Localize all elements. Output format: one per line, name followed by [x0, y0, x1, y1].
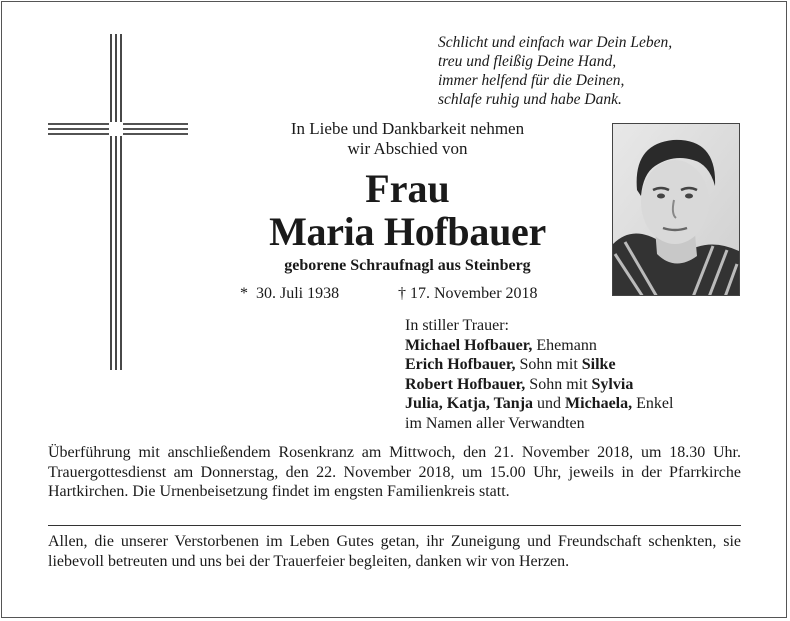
mourner-relation: Sohn mit [515, 356, 582, 373]
thanks-text: Allen, die unserer Verstorbenen im Leben Gutes getan, ihr Zuneigung und Freundschaft schenkten, sie liebevoll betreuten und uns bei der Trauerfeier begleiten, danken wir von Herzen. [48, 533, 741, 570]
life-dates [240, 284, 538, 304]
birth-date: * 30. Juli 1938 [240, 285, 340, 302]
maiden-name: geborene Schraufnagl aus Steinberg [284, 257, 531, 274]
deceased-name: Maria Hofbauer [269, 209, 546, 254]
mourner-line [405, 394, 673, 414]
divider [48, 525, 741, 526]
poem-line: immer helfend für die Deinen, [438, 72, 625, 89]
portrait-icon [613, 124, 740, 296]
mourner-line [405, 336, 673, 356]
mourner-relation: Ehemann [532, 336, 597, 354]
mourner-name: Silke [581, 356, 616, 373]
poem-line: Schlicht und einfach war Dein Leben, [438, 34, 673, 51]
mourner-relation: und [533, 395, 566, 412]
mourner-name: Julia, Katja, Tanja [405, 395, 534, 412]
poem-line: schlafe ruhig und habe Dank. [438, 91, 622, 108]
mourner-name: Michaela, [565, 395, 633, 412]
poem-line: treu und fleißig Deine Hand, [438, 53, 617, 70]
poem [438, 33, 672, 109]
mourner-line [405, 414, 673, 434]
mourner-line [405, 375, 673, 395]
mourner-line [405, 355, 673, 375]
mourner-relation: Sohn mit [525, 375, 592, 393]
intro-text: In Liebe und Dankbarkeit nehmen wir Abschied von [290, 119, 525, 158]
mourner-name: Sylvia [591, 375, 634, 393]
death-date: † 17. November 2018 [398, 285, 538, 302]
cross-icon [48, 34, 188, 370]
mourner-name: Robert Hofbauer, [405, 375, 526, 393]
mourners-list [405, 316, 673, 433]
salutation: Frau [365, 166, 450, 211]
portrait-photo [612, 123, 740, 296]
ceremony-text: Überführung mit anschließendem Rosenkranz am Mittwoch, den 21. November 2018, um 18.30 Uhr. Trauergottesdienst am Donnerstag, den 22. November 2018, um 15.00 Uhr, jeweils in der Pfarrkirche Hartkirchen. Die Urnenbeisetzung findet im engsten Familienkreis statt. [48, 444, 741, 500]
mourner-name: Erich Hofbauer, [405, 356, 516, 373]
mourner-relation: Enkel [632, 395, 674, 412]
mourner-relation: im Namen aller Verwandten [405, 414, 585, 432]
mourners-heading: In stiller Trauer: [405, 317, 509, 334]
mourner-name: Michael Hofbauer, [405, 336, 533, 354]
